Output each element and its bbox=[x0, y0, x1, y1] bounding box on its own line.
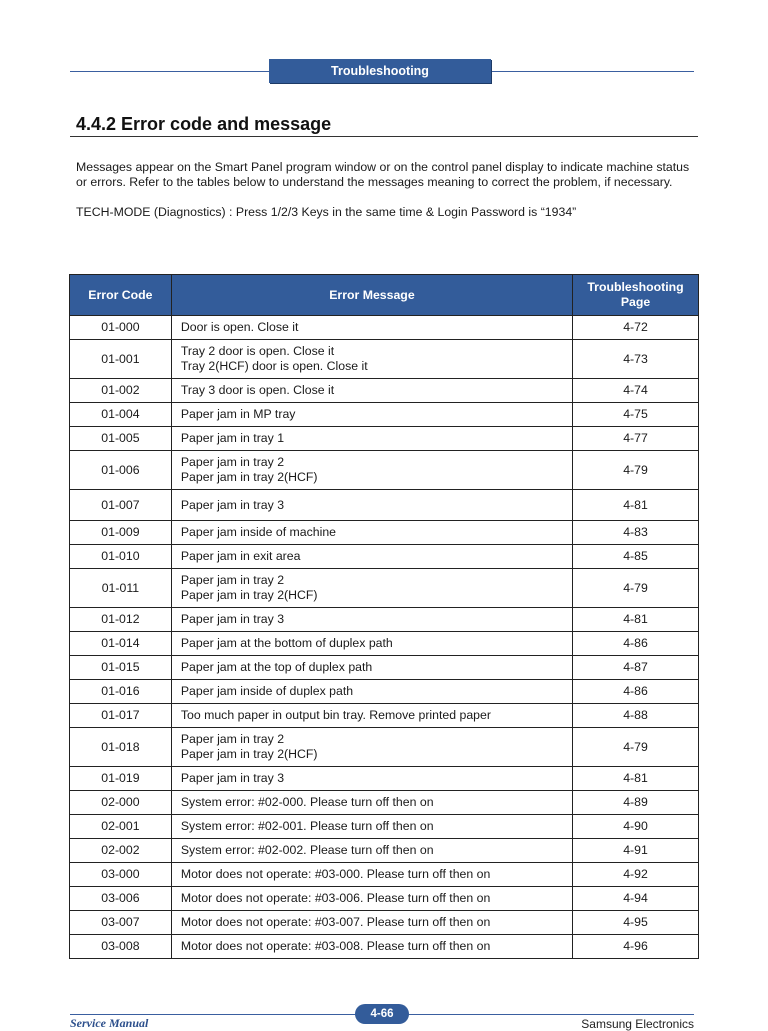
troubleshooting-page-cell: 4-74 bbox=[573, 379, 699, 403]
table-row bbox=[70, 521, 699, 545]
table-row bbox=[70, 632, 699, 656]
error-message-line: Motor does not operate: #03-008. Please turn off then on bbox=[180, 939, 491, 953]
error-message-line: Paper jam in tray 2(HCF) bbox=[180, 588, 318, 602]
error-message-line: Paper jam inside of duplex path bbox=[180, 684, 354, 698]
column-header-page-line2: Page bbox=[620, 295, 651, 309]
error-code-cell: 01-016 bbox=[70, 680, 172, 704]
error-code-cell: 01-015 bbox=[70, 656, 172, 680]
error-code-cell: 01-000 bbox=[70, 316, 172, 340]
error-message-cell bbox=[171, 839, 572, 863]
error-message-line: Paper jam in exit area bbox=[180, 549, 301, 563]
error-code-cell: 01-007 bbox=[70, 490, 172, 521]
tech-mode-note: TECH-MODE (Diagnostics) : Press 1/2/3 Keys in the same time & Login Password is “1934” bbox=[76, 205, 577, 219]
error-message-cell bbox=[171, 887, 572, 911]
troubleshooting-page-cell: 4-85 bbox=[573, 545, 699, 569]
troubleshooting-page-cell: 4-75 bbox=[573, 403, 699, 427]
troubleshooting-page-cell: 4-81 bbox=[573, 608, 699, 632]
page-title: 4.4.2 Error code and message bbox=[76, 114, 332, 134]
error-code-cell: 01-004 bbox=[70, 403, 172, 427]
error-message-cell bbox=[171, 911, 572, 935]
error-message-line: Paper jam in MP tray bbox=[180, 407, 296, 421]
footer-company: Samsung Electronics bbox=[581, 1017, 694, 1031]
table-row bbox=[70, 340, 699, 379]
troubleshooting-page-cell: 4-79 bbox=[573, 728, 699, 767]
troubleshooting-page-cell: 4-72 bbox=[573, 316, 699, 340]
error-code-cell: 01-019 bbox=[70, 767, 172, 791]
troubleshooting-page-cell: 4-81 bbox=[573, 767, 699, 791]
title-underline bbox=[70, 136, 698, 137]
table-row bbox=[70, 403, 699, 427]
error-message-cell bbox=[171, 680, 572, 704]
error-message-cell bbox=[171, 451, 572, 490]
troubleshooting-page-cell: 4-81 bbox=[573, 490, 699, 521]
error-code-cell: 01-001 bbox=[70, 340, 172, 379]
error-message-line: Too much paper in output bin tray. Remove printed paper bbox=[180, 708, 491, 722]
troubleshooting-page-cell: 4-89 bbox=[573, 791, 699, 815]
error-message-cell bbox=[171, 545, 572, 569]
error-message-cell bbox=[171, 403, 572, 427]
error-code-table bbox=[69, 274, 699, 959]
error-message-cell bbox=[171, 791, 572, 815]
error-code-cell: 01-011 bbox=[70, 569, 172, 608]
table-header-row bbox=[70, 275, 699, 316]
error-code-cell: 03-007 bbox=[70, 911, 172, 935]
error-message-cell bbox=[171, 521, 572, 545]
table-row bbox=[70, 379, 699, 403]
table-row bbox=[70, 911, 699, 935]
error-code-cell: 01-005 bbox=[70, 427, 172, 451]
error-code-cell: 02-001 bbox=[70, 815, 172, 839]
table-row bbox=[70, 815, 699, 839]
error-message-line: System error: #02-000. Please turn off then on bbox=[180, 795, 434, 809]
error-message-cell bbox=[171, 863, 572, 887]
troubleshooting-page-cell: 4-86 bbox=[573, 680, 699, 704]
error-message-cell bbox=[171, 340, 572, 379]
column-header-troubleshooting-page bbox=[573, 275, 699, 316]
error-message-cell bbox=[171, 490, 572, 521]
error-message-line: Tray 3 door is open. Close it bbox=[180, 383, 335, 397]
error-message-line: System error: #02-002. Please turn off then on bbox=[180, 843, 434, 857]
error-message-line: Motor does not operate: #03-000. Please turn off then on bbox=[180, 867, 491, 881]
error-message-cell bbox=[171, 935, 572, 959]
troubleshooting-page-cell: 4-86 bbox=[573, 632, 699, 656]
error-message-cell bbox=[171, 767, 572, 791]
troubleshooting-page-cell: 4-92 bbox=[573, 863, 699, 887]
error-code-cell: 01-014 bbox=[70, 632, 172, 656]
table-row bbox=[70, 427, 699, 451]
intro-paragraph: Messages appear on the Smart Panel program window or on the control panel display to indicate machine status or errors. Refer to the tables below to understand the messages meaning to correct the problem, if necessary. bbox=[76, 160, 690, 189]
error-message-cell bbox=[171, 608, 572, 632]
table-row bbox=[70, 887, 699, 911]
troubleshooting-page-cell: 4-95 bbox=[573, 911, 699, 935]
error-message-cell bbox=[171, 704, 572, 728]
error-message-line: Paper jam in tray 2 bbox=[180, 455, 285, 469]
troubleshooting-page-cell: 4-90 bbox=[573, 815, 699, 839]
table-row bbox=[70, 767, 699, 791]
error-message-line: System error: #02-001. Please turn off then on bbox=[180, 819, 434, 833]
error-message-cell bbox=[171, 427, 572, 451]
footer-manual-label: Service Manual bbox=[70, 1016, 149, 1030]
error-code-cell: 01-010 bbox=[70, 545, 172, 569]
troubleshooting-page-cell: 4-96 bbox=[573, 935, 699, 959]
table-row bbox=[70, 451, 699, 490]
error-message-line: Paper jam at the top of duplex path bbox=[180, 660, 373, 674]
table-row bbox=[70, 863, 699, 887]
troubleshooting-page-cell: 4-94 bbox=[573, 887, 699, 911]
table-row bbox=[70, 608, 699, 632]
troubleshooting-page-cell: 4-91 bbox=[573, 839, 699, 863]
table-row bbox=[70, 545, 699, 569]
error-message-line: Paper jam at the bottom of duplex path bbox=[180, 636, 393, 650]
troubleshooting-page-cell: 4-87 bbox=[573, 656, 699, 680]
column-header-error-code: Error Code bbox=[70, 275, 172, 316]
error-message-cell bbox=[171, 379, 572, 403]
table-body bbox=[70, 316, 699, 959]
error-message-line: Paper jam in tray 3 bbox=[180, 612, 285, 626]
error-message-line: Paper jam inside of machine bbox=[180, 525, 337, 539]
error-code-cell: 02-000 bbox=[70, 791, 172, 815]
error-message-cell bbox=[171, 316, 572, 340]
error-message-line: Paper jam in tray 2 bbox=[180, 732, 285, 746]
table-row bbox=[70, 316, 699, 340]
error-message-line: Motor does not operate: #03-007. Please turn off then on bbox=[180, 915, 491, 929]
troubleshooting-page-cell: 4-73 bbox=[573, 340, 699, 379]
troubleshooting-page-cell: 4-77 bbox=[573, 427, 699, 451]
error-message-cell bbox=[171, 656, 572, 680]
troubleshooting-page-cell: 4-79 bbox=[573, 451, 699, 490]
error-code-cell: 01-012 bbox=[70, 608, 172, 632]
table-row bbox=[70, 704, 699, 728]
section-tab: Troubleshooting bbox=[269, 59, 491, 83]
troubleshooting-page-cell: 4-83 bbox=[573, 521, 699, 545]
column-header-page-line1: Troubleshooting bbox=[587, 280, 684, 294]
table-row bbox=[70, 680, 699, 704]
intro-text bbox=[76, 160, 698, 235]
error-message-cell bbox=[171, 569, 572, 608]
error-message-line: Door is open. Close it bbox=[180, 320, 299, 334]
error-message-line: Paper jam in tray 2(HCF) bbox=[180, 470, 318, 484]
error-code-cell: 01-009 bbox=[70, 521, 172, 545]
error-message-line: Paper jam in tray 1 bbox=[180, 431, 285, 445]
error-code-cell: 03-000 bbox=[70, 863, 172, 887]
error-message-line: Paper jam in tray 2 bbox=[180, 573, 285, 587]
error-message-line: Paper jam in tray 3 bbox=[180, 497, 285, 512]
table-row bbox=[70, 490, 699, 521]
error-code-cell: 02-002 bbox=[70, 839, 172, 863]
table-row bbox=[70, 656, 699, 680]
error-message-cell bbox=[171, 632, 572, 656]
table-row bbox=[70, 839, 699, 863]
table-row bbox=[70, 569, 699, 608]
error-message-cell bbox=[171, 815, 572, 839]
error-code-cell: 01-017 bbox=[70, 704, 172, 728]
table-row bbox=[70, 791, 699, 815]
error-code-cell: 01-006 bbox=[70, 451, 172, 490]
troubleshooting-page-cell: 4-79 bbox=[573, 569, 699, 608]
troubleshooting-page-cell: 4-88 bbox=[573, 704, 699, 728]
table-row bbox=[70, 935, 699, 959]
error-code-cell: 01-018 bbox=[70, 728, 172, 767]
error-code-cell: 03-006 bbox=[70, 887, 172, 911]
error-message-line: Paper jam in tray 2(HCF) bbox=[180, 747, 318, 761]
error-message-cell bbox=[171, 728, 572, 767]
error-code-cell: 01-002 bbox=[70, 379, 172, 403]
page-number-badge: 4-66 bbox=[355, 1004, 409, 1024]
error-message-line: Tray 2(HCF) door is open. Close it bbox=[180, 359, 368, 373]
error-code-cell: 03-008 bbox=[70, 935, 172, 959]
error-message-line: Motor does not operate: #03-006. Please turn off then on bbox=[180, 891, 491, 905]
column-header-error-message: Error Message bbox=[171, 275, 572, 316]
error-message-line: Paper jam in tray 3 bbox=[180, 771, 285, 785]
error-message-line: Tray 2 door is open. Close it bbox=[180, 344, 335, 358]
table-row bbox=[70, 728, 699, 767]
